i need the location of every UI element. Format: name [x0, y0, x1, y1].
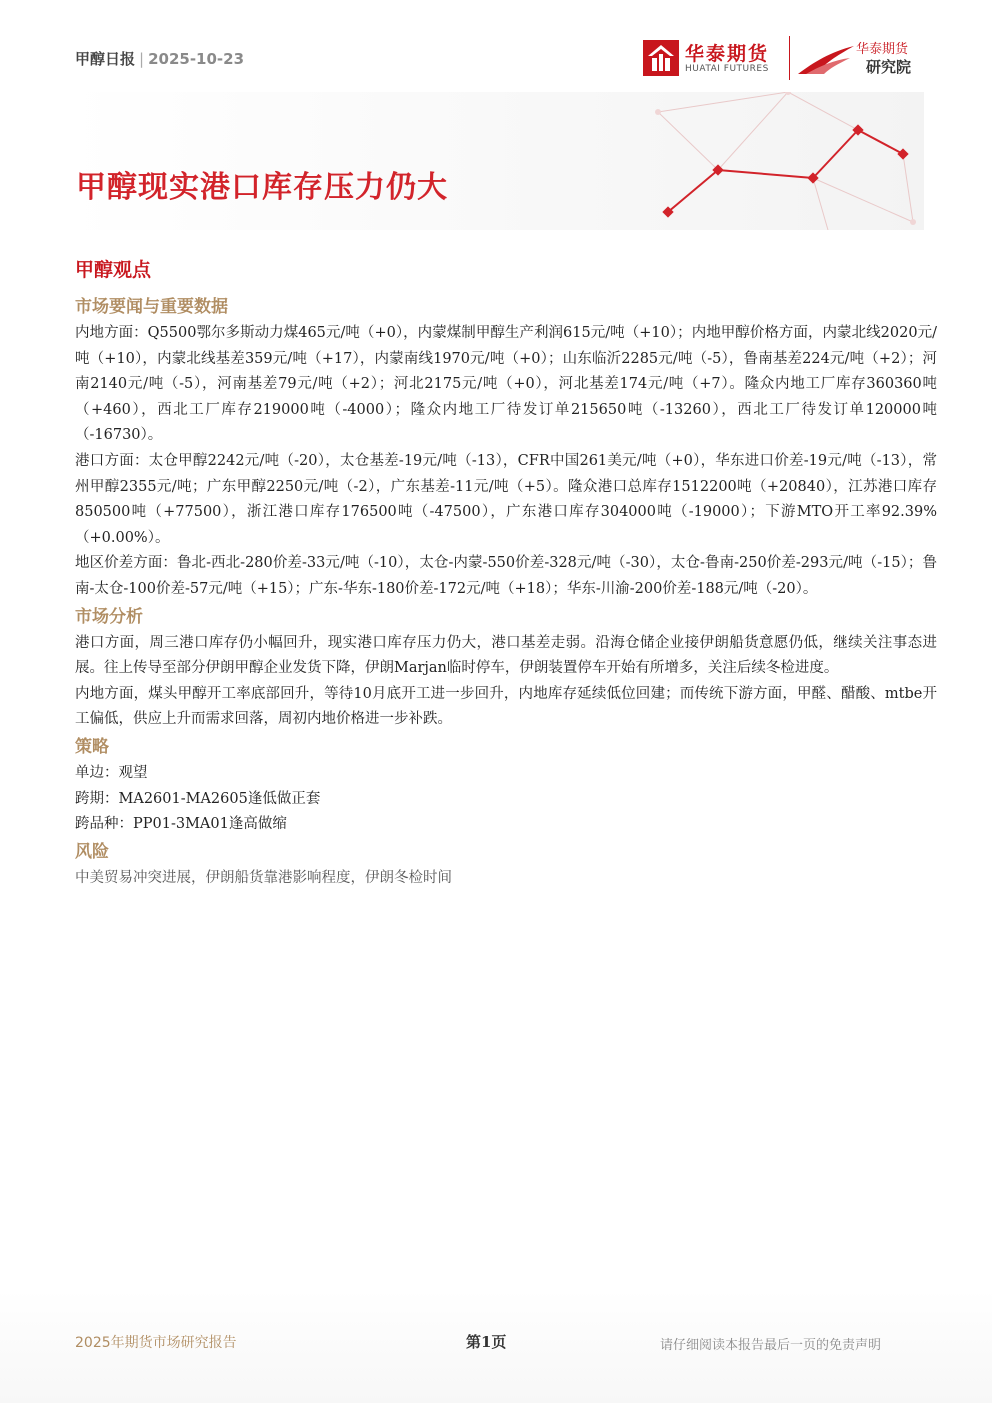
banner-network-graphic	[68, 92, 924, 230]
news-spread-paragraph: 地区价差方面：鲁北-西北-280价差-33元/吨（-10），太仓-内蒙-550价差-328元/吨（-30），太仓-鲁南-250价差-293元/吨（-15）；鲁南-太仓-100价差-57元/吨（+15）；广东-华东-180价差-172元/吨（+18）；华东-川渝-200价差-188元/吨（-20）。	[75, 555, 937, 597]
strategy-single: 单边：观望	[75, 764, 148, 781]
header-separator: |	[139, 50, 145, 68]
risk-heading: 风险	[75, 841, 109, 862]
huatai-logo	[643, 38, 783, 80]
institute-line2: 研究院	[866, 58, 912, 76]
news-port-paragraph: 港口方面：太仓甲醇2242元/吨（-20），太仓基差-19元/吨（-13），CFR中国261美元/吨（+0），华东进口价差-19元/吨（-13），常州甲醇2355元/吨；广东甲醇2250元/吨（-2），广东基差-11元/吨（+5）。隆众港口总库存1512200吨（+20840），江苏港口库存850500吨（+77500），浙江港口库存176500吨（-47500），广东港口库存304000吨（-19000）；下游MTO开工率92.39%（+0.00%）。	[75, 452, 937, 546]
logo-cn-text: 华泰期货	[685, 43, 770, 65]
analysis-inland-paragraph: 内地方面，煤头甲醇开工率底部回升，等待10月底开工进一步回升，内地库存延续低位回建；而传统下游方面，甲醛、醋酸、mtbe开工偏低，供应上升而需求回落，周初内地价格进一步补跌。	[75, 685, 937, 728]
news-inland-paragraph: 内地方面：Q5500鄂尔多斯动力煤465元/吨（+0），内蒙煤制甲醇生产利润615元/吨（+10）；内地甲醇价格方面，内蒙北线2020元/吨（+10），内蒙北线基差359元/吨（+17），内蒙南线1970元/吨（+0）；山东临沂2285元/吨（-5），鲁南基差224元/吨（+2）；河南2140元/吨（-5），河南基差79元/吨（+2）；河北2175元/吨（+0），河北基差174元/吨（+7）。隆众内地工厂库存360360吨（+460），西北工厂库存219000吨（-4000）；隆众内地工厂待发订单215650吨（-13260），西北工厂待发订单120000吨（-16730）。	[75, 325, 937, 444]
strategy-spread: 跨期：MA2601-MA2605逢低做正套	[75, 790, 321, 807]
analysis-heading: 市场分析	[75, 606, 143, 627]
title-banner	[68, 92, 924, 230]
page-header	[0, 0, 992, 85]
disclaimer-note: 请仔细阅读本报告最后一页的免责声明	[660, 1338, 882, 1353]
logo-divider	[789, 36, 790, 80]
risk-text: 中美贸易冲突进展，伊朗船货靠港影响程度，伊朗冬检时间	[75, 869, 452, 886]
strategy-cross: 跨品种：PP01-3MA01逢高做缩	[75, 816, 287, 833]
analysis-port-paragraph: 港口方面，周三港口库存仍小幅回升，现实港口库存压力仍大，港口基差走弱。沿海仓储企业接伊朗船货意愿仍低，继续关注事态进展。往上传导至部分伊朗甲醇企业发货下降，伊朗Marjan临时停车，伊朗装置停车开始有所增多，关注后续冬检进度。	[75, 634, 937, 677]
footer-report-name: 2025年期货市场研究报告	[75, 1335, 237, 1351]
news-heading: 市场要闻与重要数据	[75, 297, 228, 317]
report-date: 2025-10-23	[148, 50, 245, 68]
logo-en-text: HUATAI FUTURES	[685, 64, 769, 74]
page-number: 第1页	[466, 1333, 507, 1351]
doc-type: 甲醇日报	[75, 50, 136, 68]
huatai-logo-icon	[643, 40, 679, 76]
doc-type-label	[75, 48, 244, 69]
strategy-heading: 策略	[75, 736, 109, 757]
institute-logo	[796, 38, 926, 80]
institute-logo-icon	[796, 40, 856, 78]
main-heading: 甲醇观点	[75, 259, 152, 281]
report-title: 甲醇现实港口库存压力仍大	[76, 170, 448, 205]
report-body	[75, 255, 937, 891]
institute-line1: 华泰期货	[856, 42, 909, 57]
